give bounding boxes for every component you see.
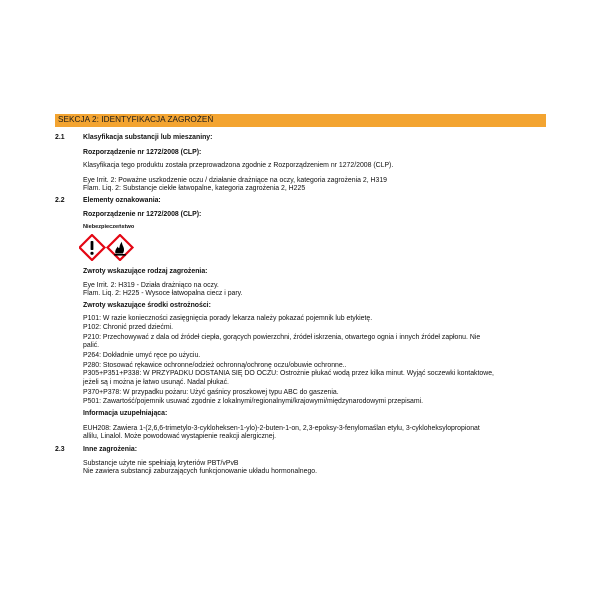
subsection-number-2-2: 2.2 — [55, 197, 65, 204]
exclamation-mark-icon — [80, 235, 105, 260]
precautionary-line: P501: Zawartość/pojemnik usuwać zgodnie z lokalnymi/regionalnymi/krajowymi/międzynarodowymi przepisami. — [83, 398, 424, 405]
signal-word: Niebezpieczeństwo — [83, 224, 135, 230]
classification-text: Klasyfikacja tego produktu została przeprowadzona zgodnie z Rozporządzeniem nr 1272/2008 (CLP). — [83, 162, 394, 169]
precautionary-line: P305+P351+P338: W PRZYPADKU DOSTANIA SIĘ DO OCZU: Ostrożnie płukać wodą przez kilka minut. Wyjąć soczewki kontaktowe, — [83, 370, 494, 377]
classification-item: Eye Irrit. 2: Poważne uszkodzenie oczu / działanie drażniące na oczy, kategoria zagrożenia 2, H319 — [83, 177, 387, 184]
precautionary-line: P210: Przechowywać z dala od źródeł ciepła, gorących powierzchni, źródeł iskrzenia, otwartego ognia i innych źródeł zapłonu. Nie — [83, 334, 481, 341]
regulation-heading: Rozporządzenie nr 1272/2008 (CLP): — [83, 149, 202, 156]
section-header-bar — [55, 114, 546, 127]
precautionary-line: P102: Chronić przed dziećmi. — [83, 324, 174, 331]
supplementary-info-heading: Informacja uzupełniająca: — [83, 410, 168, 417]
ghs-pictograms — [79, 234, 135, 261]
precautionary-line: P264: Dokładnie umyć ręce po użyciu. — [83, 352, 201, 359]
subsection-heading-2-3: Inne zagrożenia: — [83, 446, 137, 453]
section-title: SEKCJA 2: IDENTYFIKACJA ZAGROŻEŃ — [58, 115, 214, 124]
precautionary-line: P101: W razie konieczności zasięgnięcia porady lekarza należy pokazać pojemnik lub etykietę. — [83, 315, 373, 322]
hazard-statements-heading: Zwroty wskazujące rodzaj zagrożenia: — [83, 268, 208, 275]
supplementary-info-line: allilu, Linalol. Może powodować wystąpienie reakcji alergicznej. — [83, 433, 277, 440]
precautionary-line: P280: Stosować rękawice ochronne/odzież ochronną/ochronę oczu/obuwie ochronne.. — [83, 362, 347, 369]
subsection-number-2-1: 2.1 — [55, 134, 65, 141]
flame-icon — [108, 235, 133, 260]
precautionary-line: palić. — [83, 342, 100, 349]
supplementary-info-line: EUH208: Zawiera 1-(2,6,6-trimetylo-3-cykloheksen-1-ylo)-2-buten-1-on, 2,3-epoksy-3-fenylomaślan etylu, 3-cykloheksylopropionat — [83, 425, 480, 432]
subsection-number-2-3: 2.3 — [55, 446, 65, 453]
hazard-statement: Eye Irrit. 2: H319 - Działa drażniąco na oczy. — [83, 282, 219, 289]
subsection-heading-2-2: Elementy oznakowania: — [83, 197, 161, 204]
precautionary-statements-heading: Zwroty wskazujące środki ostrożności: — [83, 302, 211, 309]
precautionary-line: P370+P378: W przypadku pożaru: Użyć gaśnicy proszkowej typu ABC do gaszenia. — [83, 389, 339, 396]
other-hazards-line: Substancje użyte nie spełniają kryteriów PBT/vPvB — [83, 460, 239, 467]
other-hazards-line: Nie zawiera substancji zaburzających funkcjonowanie układu hormonalnego. — [83, 468, 318, 475]
hazard-statement: Flam. Liq. 2: H225 - Wysoce łatwopalna ciecz i pary. — [83, 290, 243, 297]
regulation-heading: Rozporządzenie nr 1272/2008 (CLP): — [83, 211, 202, 218]
classification-item: Flam. Liq. 2: Substancje ciekłe łatwopalne, kategoria zagrożenia 2, H225 — [83, 185, 306, 192]
subsection-heading-2-1: Klasyfikacja substancji lub mieszaniny: — [83, 134, 213, 141]
precautionary-line: jeżeli są i można je łatwo usunąć. Nadal płukać. — [83, 379, 229, 386]
